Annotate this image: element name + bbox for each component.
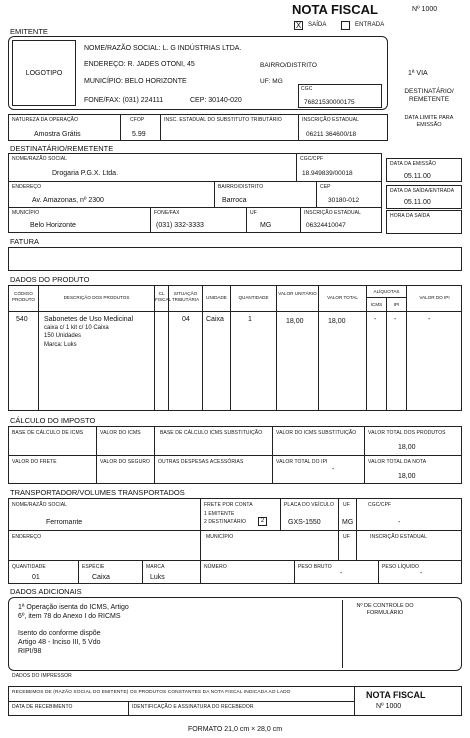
cell-unitario: 18,00: [286, 318, 304, 325]
cell-descricao-1: Sabonetes de Uso Medicinal: [44, 316, 134, 323]
cell-situacao: 04: [182, 316, 190, 323]
dest-bairro-label: BAIRRO/DISTRITO: [218, 184, 264, 190]
hora-label: HORA DA SAÍDA: [390, 213, 430, 219]
cell-total: 18,00: [328, 318, 346, 325]
dest-municipio-label: MUNICÍPIO: [12, 210, 40, 216]
formato-footer: FORMATO 21,0 cm × 28,0 cm: [187, 726, 283, 733]
dest-endereco-label: ENDEREÇO: [12, 184, 42, 190]
valor-subst-label: VALOR DO ICMS SUBSTITUIÇÃO: [276, 430, 357, 436]
emitente-cgc-value: 76821530000175: [304, 99, 355, 106]
cell-descricao-4: Marca: Luks: [44, 342, 77, 348]
emissao-value: 05.11.00: [404, 173, 431, 180]
adicionais-line-6: RIPI/98: [18, 648, 42, 655]
emitente-section-title: EMITENTE: [10, 27, 48, 36]
destinatario-box: [8, 153, 382, 233]
entrada-checkbox[interactable]: [341, 21, 350, 30]
ie-value: 06211 364600/18: [306, 131, 357, 138]
ipi-total-label: VALOR TOTAL DO IPI: [276, 459, 328, 465]
especie-label: ESPÉCIE: [82, 564, 105, 570]
cell-codigo: 540: [16, 316, 28, 323]
dest-nome-label: NOME/RAZÃO SOCIAL: [12, 156, 68, 162]
adicionais-line-1: 1ª Operação isenta do ICMS, Artigo: [18, 604, 129, 611]
th-situacao: SITUAÇÃO TRIBUTÁRIA: [171, 291, 200, 302]
transp-razao-label: NOME/RAZÃO SOCIAL: [12, 502, 68, 508]
cell-unidade: Caixa: [206, 316, 224, 323]
frete-label: VALOR DO FRETE: [12, 459, 57, 465]
emitente-cgc-label: CGC: [301, 86, 313, 92]
numero-label: NÚMERO: [204, 564, 227, 570]
adicionais-line-4: Isento do conforme dispõe: [18, 630, 101, 637]
marca-label: MARCA: [146, 564, 165, 570]
cell-descricao-3: 150 Unidades: [44, 333, 82, 339]
ie-label: INSCRIÇÃO ESTADUAL: [302, 117, 359, 123]
controle-label: Nº DE CONTROLE DO FORMULÁRIO: [356, 603, 414, 616]
adicionais-line-5: Artigo 48 - Inciso III, 5 Vdo: [18, 639, 101, 646]
adicionais-line-2: 6º, item 78 do Anexo I do RICMS: [18, 613, 121, 620]
th-codigo: CÓDIGO PRODUTO: [12, 291, 35, 302]
frete-checkbox[interactable]: 2: [258, 517, 267, 526]
total-nota-label: VALOR TOTAL DA NOTA: [368, 459, 427, 465]
saida-label: SAÍDA: [308, 22, 327, 28]
base-icms-label: BASE DE CÁLCULO DE ICMS: [12, 430, 84, 436]
dest-endereco-value: Av. Amazonas, nº 2300: [32, 197, 104, 204]
peso-bruto-label: PESO BRUTO: [298, 564, 332, 570]
saida-checkbox[interactable]: X: [295, 21, 302, 30]
peso-liquido-label: PESO LÍQUIDO: [382, 564, 420, 570]
transp-uf-label: UF: [343, 502, 350, 508]
data-limite-label: DATA LIMITE PARA EMISSÃO: [404, 115, 454, 128]
imposto-section-title: CÁLCULO DO IMPOSTO: [10, 416, 96, 425]
valor-icms-label: VALOR DO ICMS: [100, 430, 141, 436]
dest-ie-label: INSCRIÇÃO ESTADUAL: [304, 210, 361, 216]
via-label: 1ª VIA: [408, 70, 428, 77]
emitente-cep: CEP: 30140-020: [190, 97, 242, 104]
transp-uf-value: MG: [342, 519, 354, 526]
cell-ipi: -: [394, 316, 397, 323]
emitente-bairro: BAIRRO/DISTRITO: [260, 62, 317, 69]
ipi-total-value: -: [332, 466, 335, 473]
transp-uf2-label: UF: [343, 534, 350, 540]
transp-razao-value: Ferromante: [46, 519, 83, 526]
nota-fiscal-title: NOTA FISCAL: [292, 2, 378, 17]
cfop-label: CFOP: [130, 117, 145, 123]
frete-destinatario-option: 2 DESTINATÁRIO: [204, 519, 247, 525]
emitente-uf: UF: MG: [260, 78, 283, 85]
dest-ie-value: 06324410047: [306, 222, 346, 229]
recibo-number: Nº 1000: [376, 703, 402, 710]
transportador-box: [8, 498, 462, 584]
transp-cgc-value: -: [398, 519, 401, 526]
cell-descricao-2: caixa c/ 1 kit c/ 10 Caixa: [44, 325, 109, 331]
transp-ie-label: INSCRIÇÃO ESTADUAL: [370, 534, 427, 540]
th-quantidade: QUANTIDADE: [238, 295, 269, 300]
peso-bruto-value: -: [340, 570, 343, 577]
cell-icms: -: [374, 316, 377, 323]
frete-emitente-option: 1 EMITENTE: [204, 511, 235, 517]
qtd-value: 01: [32, 574, 40, 581]
dest-municipio-value: Belo Horizonte: [30, 222, 76, 229]
recibo-assinatura-label: IDENTIFICAÇÃO E ASSINATURA DO RECEBEDOR: [132, 704, 254, 710]
th-valor-ipi: VALOR DO IPI: [419, 295, 450, 300]
transp-municipio-label: MUNICÍPIO: [206, 534, 234, 540]
recibo-text: RECEBEMOS DE (RAZÃO SOCIAL DO EMITENTE) OS PRODUTOS CONSTANTES DA NOTA FISCAL INDICADA AO LADO: [12, 690, 291, 695]
adicionais-section-title: DADOS ADICIONAIS: [10, 587, 82, 596]
emitente-municipio: MUNICÍPIO: BELO HORIZONTE: [84, 78, 187, 85]
emitente-endereco: ENDEREÇO: R. JADES OTONI, 45: [84, 61, 195, 68]
dest-uf-label: UF: [250, 210, 257, 216]
seguro-label: VALOR DO SEGURO: [100, 459, 151, 465]
th-aliquotas: ALÍQUOTAS: [373, 289, 400, 294]
dest-fone-label: FONE/FAX: [154, 210, 180, 216]
placa-value: GXS-1550: [288, 519, 321, 526]
dest-nome-value: Drogaria P.G.X. Ltda.: [52, 170, 119, 177]
fatura-box: [8, 247, 462, 271]
th-total: VALOR TOTAL: [327, 295, 358, 300]
th-ipi: IPI: [393, 302, 400, 307]
natureza-value: Amostra Grátis: [34, 131, 81, 138]
saida-date-value: 05.11.00: [404, 199, 431, 206]
th-unidade: UNIDADE: [206, 295, 227, 300]
impressor-label: DADOS DO IMPRESSOR: [12, 673, 72, 679]
cfop-value: 5.99: [132, 131, 146, 138]
natureza-label: NATUREZA DA OPERAÇÃO: [12, 117, 79, 123]
th-unitario: VALOR UNITÁRIO: [278, 291, 317, 296]
base-subst-label: BASE DE CÁLCULO ICMS SUBSTITUIÇÃO: [160, 430, 263, 436]
th-cl: CL FISCAL: [155, 291, 172, 302]
emitente-nome: NOME/RAZÃO SOCIAL: L. G INDÚSTRIAS LTDA.: [84, 45, 242, 52]
dest-cep-label: CEP: [320, 184, 331, 190]
transp-endereco-label: ENDEREÇO: [12, 534, 42, 540]
despesas-label: OUTRAS DESPESAS ACESSÓRIAS: [158, 459, 244, 465]
dest-cep-value: 30180-012: [328, 197, 360, 204]
emitente-fone: FONE/FAX: (031) 224111: [84, 97, 164, 104]
logo-placeholder: LOGOTIPO: [25, 70, 63, 77]
produtos-section-title: DADOS DO PRODUTO: [10, 275, 90, 284]
dest-cgc-label: CGC/CPF: [300, 156, 324, 162]
total-nota-value: 18,00: [398, 473, 416, 480]
destinatario-section-title: DESTINATÁRIO/REMETENTE: [10, 144, 114, 153]
total-produtos-label: VALOR TOTAL DOS PRODUTOS: [368, 430, 446, 436]
nota-number: Nº 1000: [412, 6, 438, 13]
dest-cgc-value: 18.949839/00018: [302, 170, 353, 177]
emissao-label: DATA DA EMISSÃO: [390, 161, 437, 167]
peso-liquido-value: -: [420, 570, 423, 577]
marca-value: Luks: [150, 574, 165, 581]
especie-value: Caixa: [92, 574, 110, 581]
frete-por-conta-label: FRETE POR CONTA: [204, 502, 253, 508]
th-icms: ICMS: [370, 302, 383, 307]
ie-subst-label: INSC. ESTADUAL DO SUBSTITUTO TRIBUTÁRIO: [164, 117, 282, 123]
total-produtos-value: 18,00: [398, 444, 416, 451]
transp-cgc-label: CGC/CPF: [368, 502, 392, 508]
recibo-title: NOTA FISCAL: [366, 690, 426, 700]
saida-date-label: DATA DA SAÍDA/ENTRADA: [390, 188, 455, 194]
cell-valor-ipi: -: [428, 316, 431, 323]
cell-quantidade: 1: [248, 316, 252, 323]
th-descricao: DESCRIÇÃO DOS PRODUTOS: [63, 295, 130, 300]
transportador-section-title: TRANSPORTADOR/VOLUMES TRANSPORTADOS: [10, 488, 185, 497]
recibo-data-label: DATA DE RECEBIMENTO: [12, 704, 73, 710]
dest-fone-value: (031) 332-3333: [156, 222, 204, 229]
qtd-label: QUANTIDADE: [12, 564, 46, 570]
dest-uf-value: MG: [260, 222, 272, 229]
destination-label: DESTINATÁRIO/ REMETENTE: [404, 88, 454, 103]
fatura-section-title: FATURA: [10, 237, 40, 246]
dest-bairro-value: Barroca: [222, 197, 247, 204]
entrada-label: ENTRADA: [355, 22, 385, 28]
placa-label: PLACA DO VEÍCULO: [284, 502, 334, 508]
